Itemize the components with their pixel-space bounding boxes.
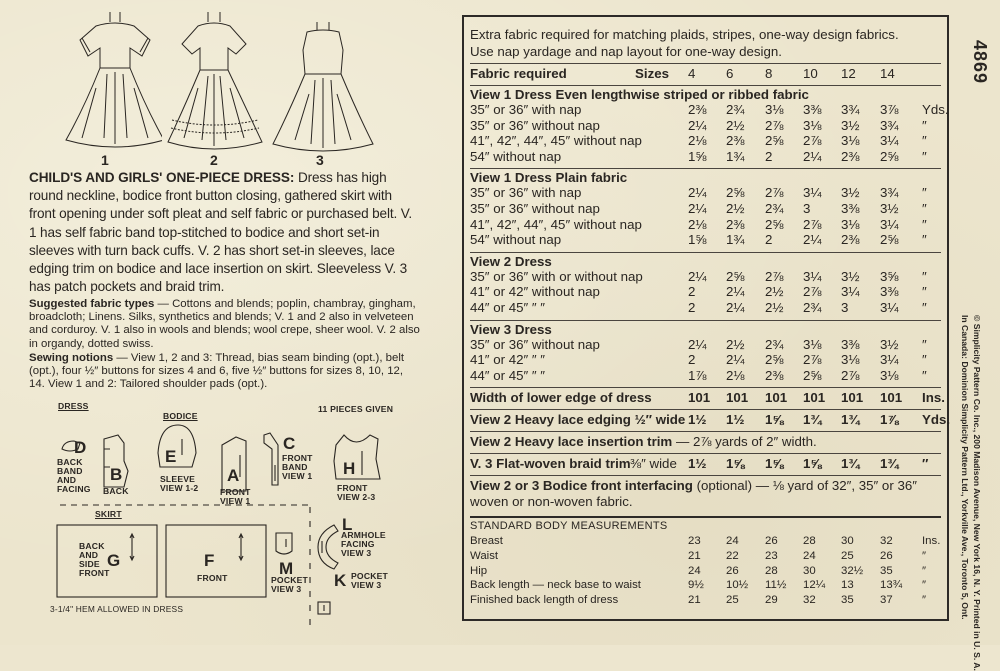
size-value: 2 bbox=[688, 300, 696, 315]
unit-label: Ins. bbox=[922, 390, 945, 406]
size-value: 13 bbox=[841, 579, 854, 592]
size-value: 2⅞ bbox=[803, 216, 822, 232]
section-title: View 3 Dress bbox=[470, 321, 552, 337]
size-value: 101 bbox=[726, 390, 749, 406]
size-value: 2⅞ bbox=[803, 133, 822, 149]
size-value: 1⅝ bbox=[726, 456, 745, 472]
row-text: (optional) — ⅛ yard of 32″, 35″ or 36″ bbox=[696, 478, 917, 494]
piece-e-label: SLEEVE VIEW 1-2 bbox=[160, 474, 199, 493]
size-value: 21 bbox=[688, 593, 701, 606]
imprint-line-1: © Simplicity Pattern Co. Inc., 200 Madison Avenue, New York 16, N. Y. Printed in U. S. A. bbox=[972, 315, 982, 671]
size-value: 1¾ bbox=[803, 412, 822, 428]
piece-m-letter: M bbox=[279, 559, 294, 578]
chart-divider bbox=[470, 85, 941, 86]
measurement-row bbox=[470, 594, 941, 606]
yardage-row bbox=[470, 337, 941, 352]
size-value: 3¼ bbox=[880, 300, 899, 315]
size-value: 3⅝ bbox=[880, 268, 899, 284]
size-value: 24 bbox=[803, 550, 816, 562]
chart-divider bbox=[470, 431, 941, 432]
unit-label: ″ bbox=[922, 117, 927, 133]
size-value: 1⅞ bbox=[688, 367, 707, 383]
size-value: 101 bbox=[841, 390, 864, 406]
unit-label: Yds. bbox=[922, 412, 951, 428]
piece-g-label: BACK AND SIDE FRONT bbox=[79, 541, 110, 578]
size-value: 30 bbox=[803, 564, 816, 577]
size-value: 1¾ bbox=[726, 148, 745, 164]
size-value: 2¼ bbox=[688, 336, 707, 352]
piece-h-letter: H bbox=[343, 459, 356, 478]
yardage-row bbox=[470, 201, 941, 216]
row-label: View 2 Heavy lace insertion trim bbox=[470, 434, 673, 450]
size-value: 11½ bbox=[765, 579, 787, 592]
fabric-types-label: Suggested fabric types bbox=[29, 298, 155, 310]
row-label: Hip bbox=[470, 564, 488, 577]
section-title: View 2 Dress bbox=[470, 253, 552, 269]
size-value: 24 bbox=[726, 535, 739, 548]
size-value: 3⅜ bbox=[841, 201, 860, 216]
piece-c-letter: C bbox=[283, 434, 296, 453]
size-value: 2⅞ bbox=[765, 268, 784, 284]
size-value: 2 bbox=[765, 232, 773, 248]
unit-label: ″ bbox=[922, 216, 927, 232]
size-value: 1⅞ bbox=[880, 412, 899, 428]
size-value: 2⅞ bbox=[765, 117, 784, 133]
size-value: 2⅝ bbox=[765, 216, 784, 232]
size-value: 1⅝ bbox=[803, 456, 822, 472]
size-value: 3⅛ bbox=[880, 367, 899, 383]
yardage-row bbox=[470, 269, 941, 284]
section-title: View 1 Dress Even lengthwise striped or ribbed fabric bbox=[470, 87, 809, 102]
row-label: Width of lower edge of dress bbox=[470, 390, 652, 406]
row-label: 54″ without nap bbox=[470, 232, 562, 248]
view-2-dress-illustration bbox=[158, 8, 268, 158]
sewing-notions-text: — View 1, 2 and 3: Thread, bias seam binding (opt.), belt (opt.), four ½″ buttons for sizes 4 and 6, five ½″ buttons for sizes 8, 10, 12, 14. View 1 and 2: Tailored shoulder pads (opt.). bbox=[29, 352, 405, 391]
unit-label: ″ bbox=[922, 300, 927, 315]
sewing-notions-label: Sewing notions bbox=[29, 352, 114, 364]
size-value: 2 bbox=[688, 352, 696, 368]
size-value: 1⅝ bbox=[765, 456, 784, 472]
size-value: 2¼ bbox=[726, 300, 745, 315]
row-label: Back length — neck base to waist bbox=[470, 579, 641, 592]
size-value: 3½ bbox=[880, 201, 899, 216]
size-value: 3¾ bbox=[841, 102, 860, 117]
yardage-row bbox=[470, 300, 941, 315]
size-column-header: 12 bbox=[841, 66, 856, 81]
size-value: 21 bbox=[688, 550, 701, 562]
hem-note: 3-1/4" HEM ALLOWED IN DRESS bbox=[50, 604, 184, 614]
chart-divider bbox=[470, 475, 941, 476]
size-value: 1⅝ bbox=[765, 412, 784, 428]
chart-divider bbox=[470, 453, 941, 454]
size-value: 3¼ bbox=[880, 133, 899, 149]
piece-h-label: FRONT VIEW 2-3 bbox=[337, 483, 376, 502]
row-label: V. 3 Flat-woven braid trim bbox=[470, 456, 631, 472]
piece-a-letter: A bbox=[227, 466, 240, 485]
unit-label: ″ bbox=[922, 148, 927, 164]
unit-label: ″ bbox=[922, 336, 927, 352]
size-value: 101 bbox=[803, 390, 826, 406]
size-value: 3½ bbox=[841, 117, 860, 133]
size-value: 3⅛ bbox=[803, 336, 822, 352]
unit-label: ″ bbox=[922, 232, 927, 248]
size-value: 2¾ bbox=[765, 201, 784, 216]
chart-divider bbox=[470, 63, 941, 64]
yardage-row bbox=[470, 284, 941, 299]
size-value: 35 bbox=[880, 564, 893, 577]
size-value: 23 bbox=[765, 550, 778, 562]
yardage-row bbox=[470, 232, 941, 247]
row-label: 35″ or 36″ without nap bbox=[470, 336, 600, 352]
size-value: 1½ bbox=[726, 412, 745, 428]
size-value: 2⅞ bbox=[765, 185, 784, 201]
size-value: 22 bbox=[726, 550, 739, 562]
pattern-number: 4869 bbox=[970, 40, 990, 85]
suggested-fabric-types bbox=[29, 298, 421, 351]
size-value: 2⅜ bbox=[726, 216, 745, 232]
row-label: 35″ or 36″ without nap bbox=[470, 201, 600, 216]
chart-divider bbox=[470, 387, 941, 388]
size-value: 2½ bbox=[726, 201, 745, 216]
braid-trim-row bbox=[470, 456, 941, 471]
skirt-heading: SKIRT bbox=[95, 509, 122, 519]
fabric-types-text: — Cottons and blends; poplin, chambray, gingham, broadcloth; Linens. Silks, synthetics and blends; V. 1 and 2 also in velveteen and corduroy. V. 1 also in wools and blends; wool crepe, sheer wool. V. 2 also in organdy, dotted swiss. bbox=[29, 298, 420, 350]
size-value: 3¼ bbox=[803, 185, 822, 201]
measurements-title: STANDARD BODY MEASUREMENTS bbox=[470, 520, 668, 533]
yardage-row bbox=[470, 368, 941, 383]
size-value: 2⅜ bbox=[726, 133, 745, 149]
piece-l-shape bbox=[318, 525, 338, 569]
lace-insertion-row bbox=[470, 434, 941, 449]
piece-k-letter: K bbox=[334, 571, 347, 590]
size-value: 3 bbox=[803, 201, 811, 216]
size-value: 3⅜ bbox=[803, 102, 822, 117]
size-value: 13¾ bbox=[880, 579, 903, 592]
unit-label: ″ bbox=[922, 133, 927, 149]
piece-m-label: POCKET VIEW 3 bbox=[271, 575, 309, 594]
size-value: 2⅛ bbox=[726, 367, 745, 383]
size-value: 2⅛ bbox=[688, 216, 707, 232]
size-value: 2¼ bbox=[726, 284, 745, 300]
size-value: 1¾ bbox=[726, 232, 745, 248]
unit-label: ″ bbox=[922, 593, 927, 606]
chart-divider bbox=[470, 168, 941, 169]
size-value: 1¾ bbox=[841, 412, 860, 428]
piece-c-label: FRONT BAND VIEW 1 bbox=[282, 453, 313, 481]
yardage-row bbox=[470, 133, 941, 148]
size-value: 2⅜ bbox=[688, 102, 707, 117]
row-label: 35″ or 36″ with or without nap bbox=[470, 268, 643, 284]
piece-l-letter: L bbox=[342, 515, 353, 534]
size-column-header: 4 bbox=[688, 66, 696, 81]
size-value: 3¼ bbox=[841, 284, 860, 300]
yardage-row bbox=[470, 102, 949, 117]
size-value: 1½ bbox=[688, 412, 707, 428]
size-value: 1¾ bbox=[880, 456, 899, 472]
row-label: 35″ or 36″ with nap bbox=[470, 185, 582, 201]
size-value: 2¼ bbox=[726, 352, 745, 368]
view-1-number: 1 bbox=[101, 152, 109, 168]
size-value: 101 bbox=[880, 390, 903, 406]
pieces-given-count: 11 PIECES GIVEN bbox=[318, 404, 394, 414]
size-value: 3¼ bbox=[803, 268, 822, 284]
chart-divider bbox=[470, 516, 941, 518]
size-value: 2⅛ bbox=[688, 133, 707, 149]
size-value: 2¼ bbox=[688, 268, 707, 284]
row-text: — 2⅞ yards of 2″ width. bbox=[675, 434, 817, 450]
size-value: 3⅛ bbox=[841, 216, 860, 232]
description-body: Dress has high round neckline, bodice front button closing, gathered skirt with front opening under soft pleat and self fabric or purchased belt. V. 1 has self fabric band top-stitched to bodice and short set-in sleeves with turn back cuffs. V. 2 has short set-in sleeves, lace edging trim on bodice and lace insertion on skirt. Sleeveless V. 3 has patch pockets and braid trim. bbox=[29, 170, 413, 295]
size-value: 3¼ bbox=[880, 216, 899, 232]
row-label: View 2 Heavy lace edging ½″ wide bbox=[470, 412, 686, 428]
piece-e-shape bbox=[158, 425, 196, 467]
view-2-number: 2 bbox=[210, 152, 218, 168]
size-value: 25 bbox=[841, 550, 854, 562]
size-value: 2⅝ bbox=[765, 352, 784, 368]
row-label: 35″ or 36″ with nap bbox=[470, 102, 582, 117]
piece-f-letter: F bbox=[204, 551, 215, 570]
chart-note-line-2: Use nap yardage and nap layout for one-way design. bbox=[470, 44, 782, 59]
row-label: 44″ or 45″ ″ ″ bbox=[470, 367, 546, 383]
size-value: 1½ bbox=[688, 456, 707, 472]
size-value: 28 bbox=[765, 564, 778, 577]
sizes-label: Sizes bbox=[635, 66, 670, 81]
size-value: 2½ bbox=[765, 300, 784, 315]
measurement-row bbox=[470, 565, 941, 577]
size-value: 2⅝ bbox=[726, 268, 745, 284]
imprint-line-2: In Canada: Dominion Simplicity Pattern Ltd., Yorkville Ave., Toronto 5, Ont. bbox=[960, 315, 970, 620]
measurement-row bbox=[470, 550, 941, 562]
size-value: 2 bbox=[688, 284, 696, 300]
size-value: 2⅜ bbox=[841, 148, 860, 164]
row-label: 41″, 42″, 44″, 45″ without nap bbox=[470, 216, 642, 232]
size-value: 12¼ bbox=[803, 579, 826, 592]
size-value: 2⅞ bbox=[803, 284, 822, 300]
size-value: 3⅛ bbox=[803, 117, 822, 133]
pattern-description bbox=[29, 169, 421, 296]
size-value: 3⅛ bbox=[765, 102, 784, 117]
row-label: 41″ or 42″ ″ ″ bbox=[470, 352, 546, 368]
size-value: 2¾ bbox=[803, 300, 822, 315]
size-value: 26 bbox=[765, 535, 778, 548]
size-column-header: 10 bbox=[803, 66, 818, 81]
size-value: 26 bbox=[726, 564, 739, 577]
size-value: 1⅝ bbox=[688, 148, 707, 164]
size-value: 3½ bbox=[841, 268, 860, 284]
size-value: 2⅝ bbox=[726, 185, 745, 201]
chart-note-line-1: Extra fabric required for matching plaids, stripes, one-way design fabrics. bbox=[470, 27, 899, 42]
size-value: 26 bbox=[880, 550, 893, 562]
size-value: 30 bbox=[841, 535, 854, 548]
size-value: 29 bbox=[765, 593, 778, 606]
size-value: 2⅜ bbox=[841, 232, 860, 248]
yardage-chart bbox=[462, 15, 949, 621]
row-label: 41″, 42″, 44″, 45″ without nap bbox=[470, 133, 642, 149]
size-value: 3¾ bbox=[880, 185, 899, 201]
unit-label: ″ bbox=[922, 268, 927, 284]
interfacing-row bbox=[470, 478, 941, 493]
unit-label: ″ bbox=[922, 367, 927, 383]
piece-l-label: ARMHOLE FACING VIEW 3 bbox=[341, 530, 386, 558]
size-value: 3⅜ bbox=[841, 336, 860, 352]
dress-heading: DRESS bbox=[58, 401, 89, 411]
piece-g-letter: G bbox=[107, 551, 121, 570]
piece-b-letter: B bbox=[110, 465, 123, 484]
size-value: 3¾ bbox=[880, 117, 899, 133]
size-value: 3¼ bbox=[880, 352, 899, 368]
braid-width: ⅜″ wide bbox=[630, 456, 677, 472]
unit-label: ″ bbox=[922, 456, 929, 472]
piece-f-shape bbox=[166, 525, 266, 597]
row-label: View 2 or 3 Bodice front interfacing bbox=[470, 478, 693, 494]
size-value: 3⅞ bbox=[880, 102, 899, 117]
size-value: 2½ bbox=[765, 284, 784, 300]
size-value: 10½ bbox=[726, 579, 749, 592]
size-value: 3⅜ bbox=[880, 284, 899, 300]
size-value: 2¼ bbox=[803, 148, 822, 164]
fabric-required-label: Fabric required bbox=[470, 66, 567, 81]
size-value: 2⅜ bbox=[765, 367, 784, 383]
size-value: 3½ bbox=[880, 336, 899, 352]
size-value: 35 bbox=[841, 593, 854, 606]
piece-b-label: BACK bbox=[103, 486, 129, 496]
size-value: 2⅝ bbox=[880, 148, 899, 164]
size-value: 37 bbox=[880, 593, 893, 606]
chart-header-row bbox=[470, 66, 941, 81]
view-illustrations bbox=[40, 8, 440, 166]
size-column-header: 6 bbox=[726, 66, 734, 81]
row-label: 35″ or 36″ without nap bbox=[470, 117, 600, 133]
size-value: 2¾ bbox=[726, 102, 745, 117]
row-label: Finished back length of dress bbox=[470, 593, 619, 606]
piece-k-label: POCKET VIEW 3 bbox=[351, 571, 389, 590]
chart-divider bbox=[470, 409, 941, 410]
piece-c-shape bbox=[264, 433, 278, 485]
size-value: 2¼ bbox=[803, 232, 822, 248]
size-value: 2 bbox=[765, 148, 773, 164]
yardage-row bbox=[470, 185, 941, 200]
size-value: 2⅞ bbox=[841, 367, 860, 383]
interfacing-row-line-2: woven or non-woven fabric. bbox=[470, 494, 633, 510]
size-value: 3 bbox=[841, 300, 849, 315]
chart-divider bbox=[470, 320, 941, 321]
size-column-header: 8 bbox=[765, 66, 773, 81]
size-value: 2⅝ bbox=[803, 367, 822, 383]
unit-label: ″ bbox=[922, 550, 927, 562]
section-title: View 1 Dress Plain fabric bbox=[470, 170, 628, 186]
size-value: 3⅛ bbox=[841, 352, 860, 368]
lace-edging-row bbox=[470, 412, 951, 428]
chart-divider bbox=[470, 252, 941, 253]
unit-label: Ins. bbox=[922, 535, 941, 548]
unit-label: ″ bbox=[922, 284, 927, 300]
size-value: 101 bbox=[765, 390, 788, 406]
size-value: 32½ bbox=[841, 564, 864, 577]
bodice-heading: BODICE bbox=[163, 411, 198, 421]
row-label: Breast bbox=[470, 535, 503, 548]
width-lower-edge-row bbox=[470, 390, 945, 406]
piece-a-label: FRONT VIEW 1 bbox=[220, 487, 251, 506]
unit-label: Yds. bbox=[922, 102, 949, 117]
piece-h-shape bbox=[334, 435, 380, 479]
unit-label: ″ bbox=[922, 185, 927, 201]
unit-label: ″ bbox=[922, 352, 927, 368]
piece-f-label: FRONT bbox=[197, 573, 228, 583]
size-value: 9½ bbox=[688, 579, 704, 592]
yardage-row bbox=[470, 118, 941, 133]
row-label: 41″ or 42″ without nap bbox=[470, 284, 600, 300]
unit-label: ″ bbox=[922, 564, 927, 577]
piece-e-letter: E bbox=[165, 447, 177, 466]
size-value: 2¾ bbox=[765, 336, 784, 352]
size-value: 101 bbox=[688, 390, 711, 406]
row-label: Waist bbox=[470, 550, 499, 562]
size-value: 2½ bbox=[726, 336, 745, 352]
measurement-row bbox=[470, 579, 941, 591]
size-value: 28 bbox=[803, 535, 816, 548]
yardage-row bbox=[470, 352, 941, 367]
description-title: CHILD'S AND GIRLS' ONE-PIECE DRESS: bbox=[29, 170, 295, 185]
size-value: 1¾ bbox=[841, 456, 860, 472]
size-value: 3⅛ bbox=[841, 133, 860, 149]
size-value: 24 bbox=[688, 564, 701, 577]
size-column-header: 14 bbox=[880, 66, 895, 81]
unit-label: ″ bbox=[922, 579, 927, 592]
size-value: 2¼ bbox=[688, 201, 707, 216]
view-3-number: 3 bbox=[316, 152, 324, 168]
yardage-row bbox=[470, 217, 941, 232]
view-3-dress-illustration bbox=[265, 8, 375, 158]
row-label: 54″ without nap bbox=[470, 148, 562, 164]
size-value: 32 bbox=[803, 593, 816, 606]
size-value: 1⅝ bbox=[688, 232, 707, 248]
size-value: 3½ bbox=[841, 185, 860, 201]
size-value: 2½ bbox=[726, 117, 745, 133]
size-value: 2⅞ bbox=[803, 352, 822, 368]
unit-label: ″ bbox=[922, 201, 927, 216]
view-1-dress-illustration bbox=[52, 8, 162, 158]
size-value: 2¼ bbox=[688, 185, 707, 201]
size-value: 32 bbox=[880, 535, 893, 548]
size-value: 2¼ bbox=[688, 117, 707, 133]
measurement-row bbox=[470, 535, 941, 547]
row-label: 44″ or 45″ ″ ″ bbox=[470, 300, 546, 315]
size-value: 2⅝ bbox=[765, 133, 784, 149]
size-value: 25 bbox=[726, 593, 739, 606]
piece-d-letter: D bbox=[74, 438, 87, 457]
sewing-notions bbox=[29, 352, 421, 392]
yardage-row bbox=[470, 149, 941, 164]
size-value: 23 bbox=[688, 535, 701, 548]
piece-d-label: BACK BAND AND FACING bbox=[57, 457, 91, 494]
piece-m-shape bbox=[276, 533, 292, 554]
size-value: 2⅝ bbox=[880, 232, 899, 248]
